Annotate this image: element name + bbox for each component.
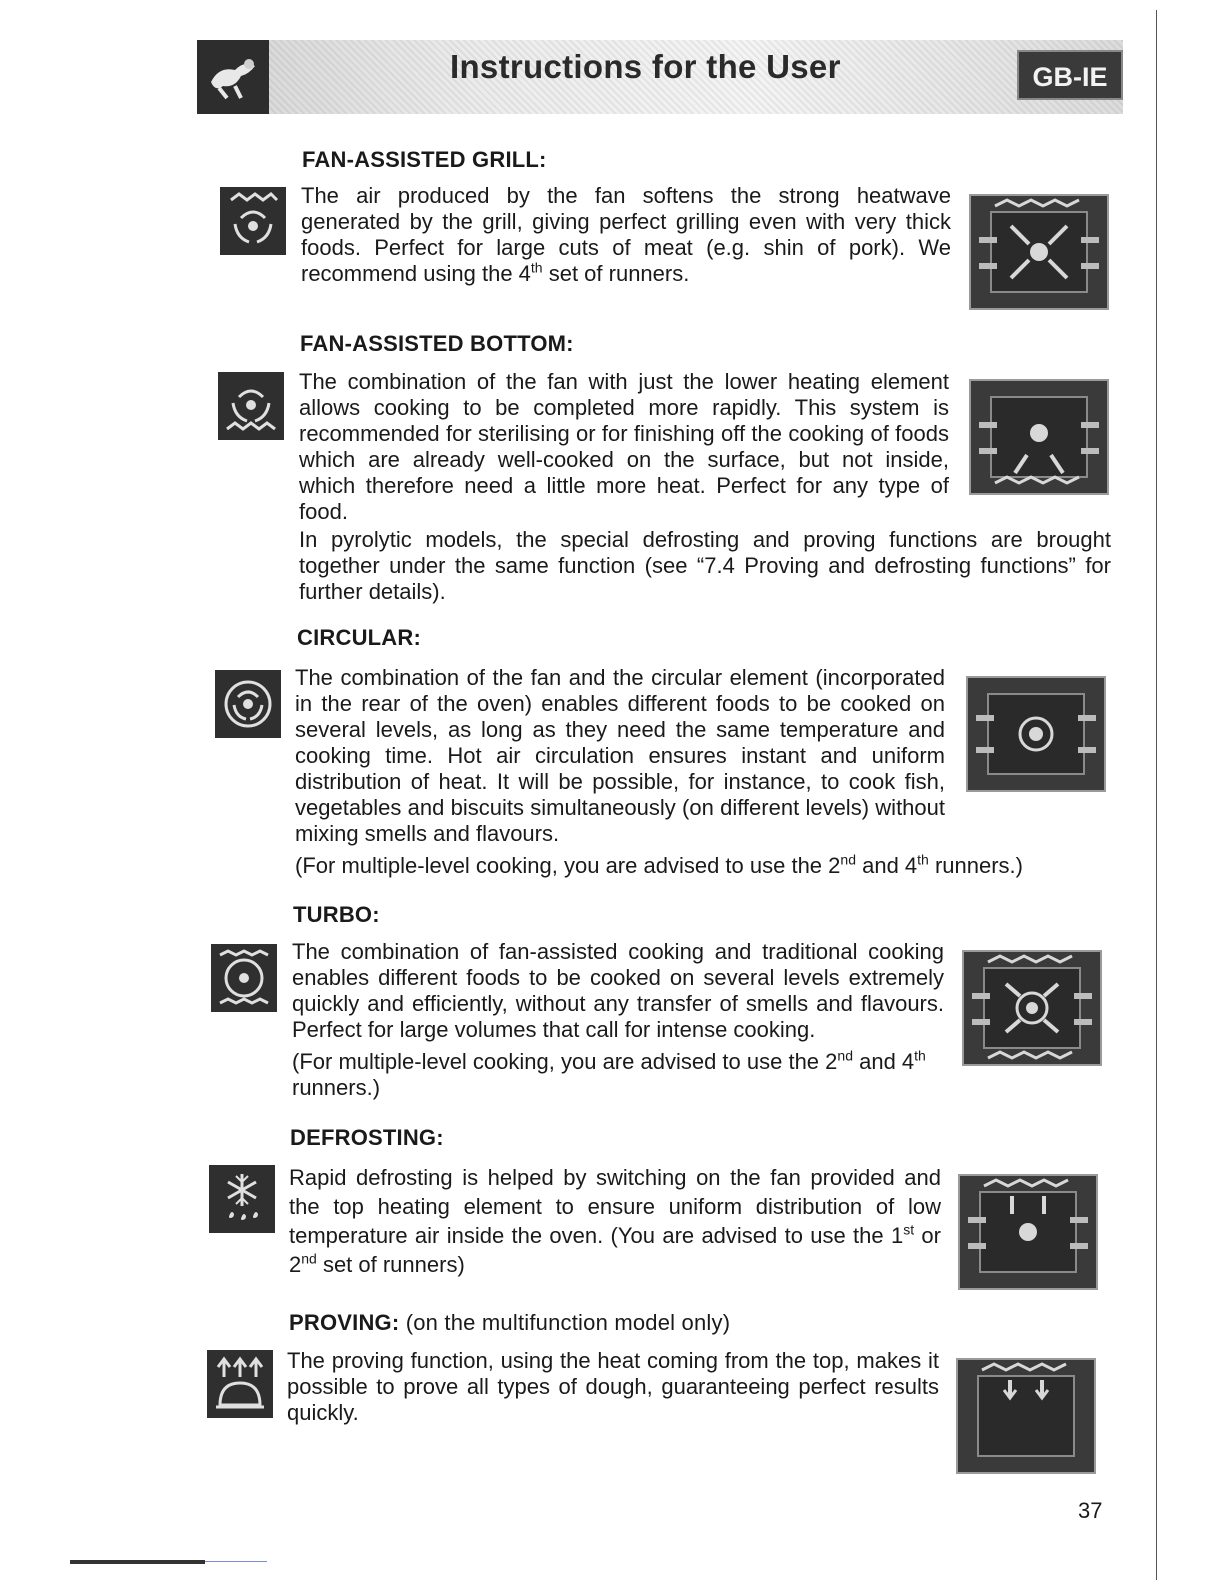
proving-dough-icon xyxy=(207,1350,273,1418)
section-title-circular: CIRCULAR: xyxy=(297,625,422,650)
page-header xyxy=(197,40,1123,114)
circular-description: The combination of the fan and the circular element (incorporated in the rear of the oven) enables different foods to be cooked on several levels, as long as they need the same temperature and cooking time. Hot air circulation ensures instant and uniform distribution of heat. It will be possible, for instance, to cook fish, vegetables and biscuits simultaneously (on different levels) without mixing smells and flavours. xyxy=(295,665,945,846)
oven-diagram-fan-grill xyxy=(969,194,1109,310)
defrosting-description: Rapid defrosting is helped by switching on the fan provided and the top heating element to ensure uniform distribution of low temperature air inside the oven. (You are advised to use the 1st or 2nd set of runners) xyxy=(289,1165,941,1277)
scan-mark xyxy=(70,1560,205,1564)
turbo-runners-note: (For multiple-level cooking, you are advised to use the 2nd and 4th runners.) xyxy=(292,1047,926,1100)
fan-bottom-pyrolytic-note: In pyrolytic models, the special defrosting and proving functions are brought together under the same function (see “7.4 Proving and defrosting functions” for further details). xyxy=(299,527,1111,604)
fan-bottom-description: The combination of the fan with just the lower heating element allows cooking to be completed more rapidly. This system is recommended for sterilising or for finishing off the cooking of foods which are already well-cooked on the surface, but not inside, which therefore need a little more heat. Perfect for any type of food. xyxy=(299,369,949,524)
oven-diagram-proving xyxy=(956,1358,1096,1474)
snowflake-defrost-icon xyxy=(209,1165,275,1233)
region-badge: GB-IE xyxy=(1017,50,1123,100)
turbo-icon xyxy=(211,944,277,1012)
oven-diagram-circular xyxy=(966,676,1106,792)
circular-runners-note: (For multiple-level cooking, you are advised to use the 2nd and 4th runners.) xyxy=(295,851,1023,878)
turbo-description: The combination of fan-assisted cooking and traditional cooking enables different foods to be cooked on several levels extremely quickly and efficiently, without any transfer of smells and flavours. Perfect for large volumes that call for intense cooking. xyxy=(292,939,944,1042)
section-title-proving: PROVING: (on the multifunction model only) xyxy=(289,1310,731,1335)
section-title-defrosting: DEFROSTING: xyxy=(290,1125,444,1150)
chef-hand-logo-icon xyxy=(197,40,269,114)
circular-fan-icon xyxy=(215,670,281,738)
oven-diagram-defrosting xyxy=(958,1174,1098,1290)
section-title-fan-bottom: FAN-ASSISTED BOTTOM: xyxy=(300,331,574,356)
fan-grill-icon xyxy=(220,187,286,255)
section-title-fan-grill: FAN-ASSISTED GRILL: xyxy=(302,147,547,172)
page-edge-rule xyxy=(1156,10,1157,1580)
page-title: Instructions for the User xyxy=(450,48,841,85)
fan-grill-description: The air produced by the fan softens the strong heatwave generated by the grill, giving perfect grilling even with very thick foods. Perfect for large cuts of meat (e.g. shin of pork). We recommend using the 4th set of runners. xyxy=(301,183,951,286)
page-number: 37 xyxy=(1078,1498,1103,1523)
section-title-turbo: TURBO: xyxy=(293,902,380,927)
oven-diagram-fan-bottom xyxy=(969,379,1109,495)
oven-diagram-turbo xyxy=(962,950,1102,1066)
fan-bottom-icon xyxy=(218,372,284,440)
scan-mark-line xyxy=(205,1561,267,1562)
proving-description: The proving function, using the heat coming from the top, makes it possible to prove all types of dough, guaranteeing perfect results quickly. xyxy=(287,1348,939,1425)
